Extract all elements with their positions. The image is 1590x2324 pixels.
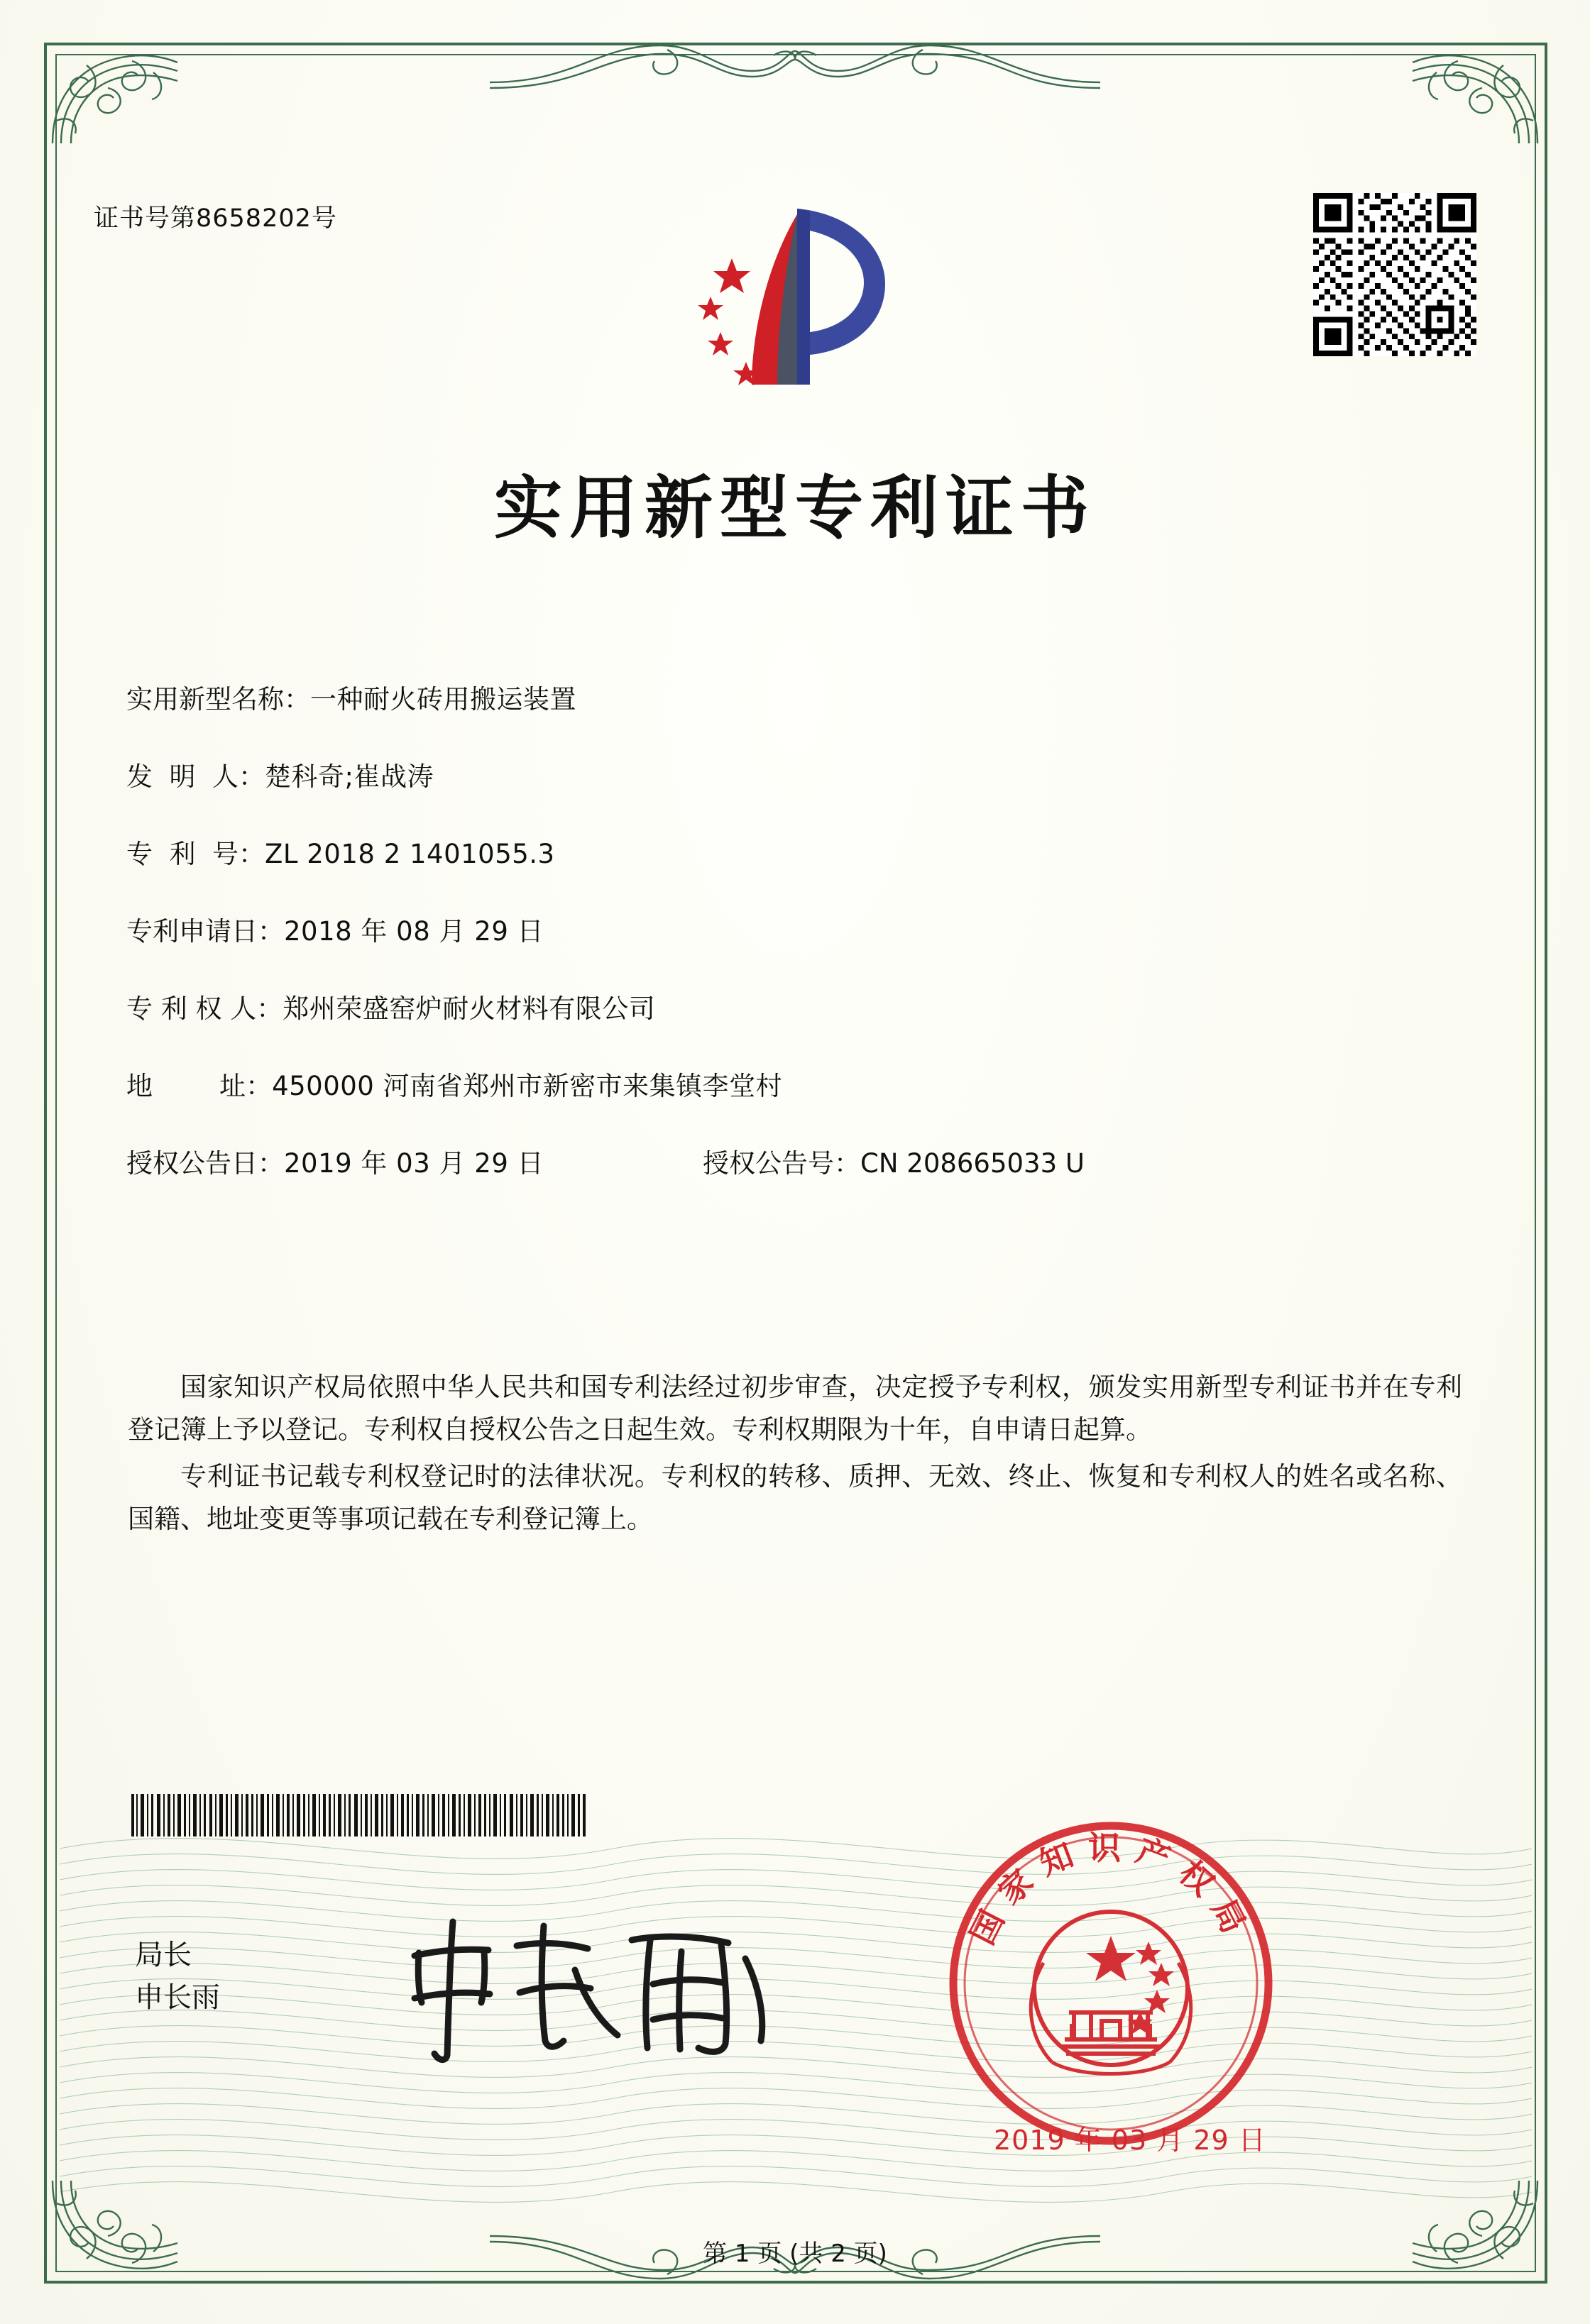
field-value-grant-number: CN 208665033 U [860, 1148, 1085, 1179]
field-value-grant-date: 2019 年 03 月 29 日 [284, 1148, 544, 1179]
signature-block [135, 1934, 220, 2019]
qr-code-icon [1313, 193, 1476, 356]
field-label-name: 实用新型名称： [126, 684, 310, 715]
field-label-address: 地 址： [126, 1071, 273, 1101]
official-seal [944, 1817, 1278, 2150]
header-ornament [490, 31, 1100, 89]
certificate-number: 证书号第8658202号 [94, 204, 337, 233]
corner-ornament-top-left [47, 44, 182, 150]
field-value-application-date: 2018 年 08 月 29 日 [284, 916, 544, 947]
field-row-patentee [126, 987, 1475, 1025]
field-label-inventor: 发 明 人： [126, 761, 265, 792]
body-paragraph-1: 国家知识产权局依照中华人民共和国专利法经过初步审查，决定授予专利权，颁发实用新型专利证书并在专利登记簿上予以登记。专利权自授权公告之日起生效。专利权期限为十年，自申请日起算。 [128, 1372, 1462, 1445]
page-footer: 第 1 页 (共 2 页) [703, 2240, 887, 2268]
field-row-patent-number [126, 832, 1475, 871]
seal-text: 国家知识产权局 [963, 1829, 1259, 1951]
field-row-application-date [126, 910, 1475, 948]
field-row-name [126, 678, 1475, 716]
field-row-grant [126, 1142, 1475, 1180]
corner-ornament-top-right [1408, 44, 1543, 150]
signature-name: 申长雨 [135, 1981, 220, 2014]
field-label-patent-number: 专 利 号： [126, 839, 265, 869]
seal-date: 2019 年 03 月 29 日 [994, 2125, 1266, 2156]
field-label-application-date: 专利申请日： [126, 916, 284, 947]
body-paragraph-2: 专利证书记载专利权登记时的法律状况。专利权的转移、质押、无效、终止、恢复和专利权人的姓名或名称、国籍、地址变更等事项记载在专利登记簿上。 [128, 1460, 1462, 1534]
barcode [131, 1794, 586, 1836]
field-row-inventor [126, 755, 1475, 793]
field-value-inventor: 楚科奇;崔战涛 [265, 761, 434, 792]
field-value-patentee: 郑州荣盛窑炉耐火材料有限公司 [283, 993, 656, 1024]
handwritten-signature-icon [398, 1909, 781, 2072]
field-value-address: 450000 河南省郑州市新密市来集镇李堂村 [272, 1071, 783, 1101]
sipo-logo-icon [678, 193, 912, 406]
field-value-name: 一种耐火砖用搬运装置 [310, 684, 576, 715]
field-row-address [126, 1064, 1475, 1103]
field-label-grant-number: 授权公告号： [703, 1148, 860, 1179]
body-text [128, 1366, 1462, 1545]
field-label-patentee: 专 利 权 人： [126, 993, 283, 1024]
signature-title: 局长 [135, 1939, 192, 1971]
field-label-grant-date: 授权公告日： [126, 1148, 284, 1179]
svg-text:国家知识产权局 [963, 1829, 1259, 1951]
field-value-patent-number: ZL 2018 2 1401055.3 [265, 839, 555, 869]
page-title: 实用新型专利证书 [494, 468, 1096, 548]
field-list [126, 678, 1475, 1219]
